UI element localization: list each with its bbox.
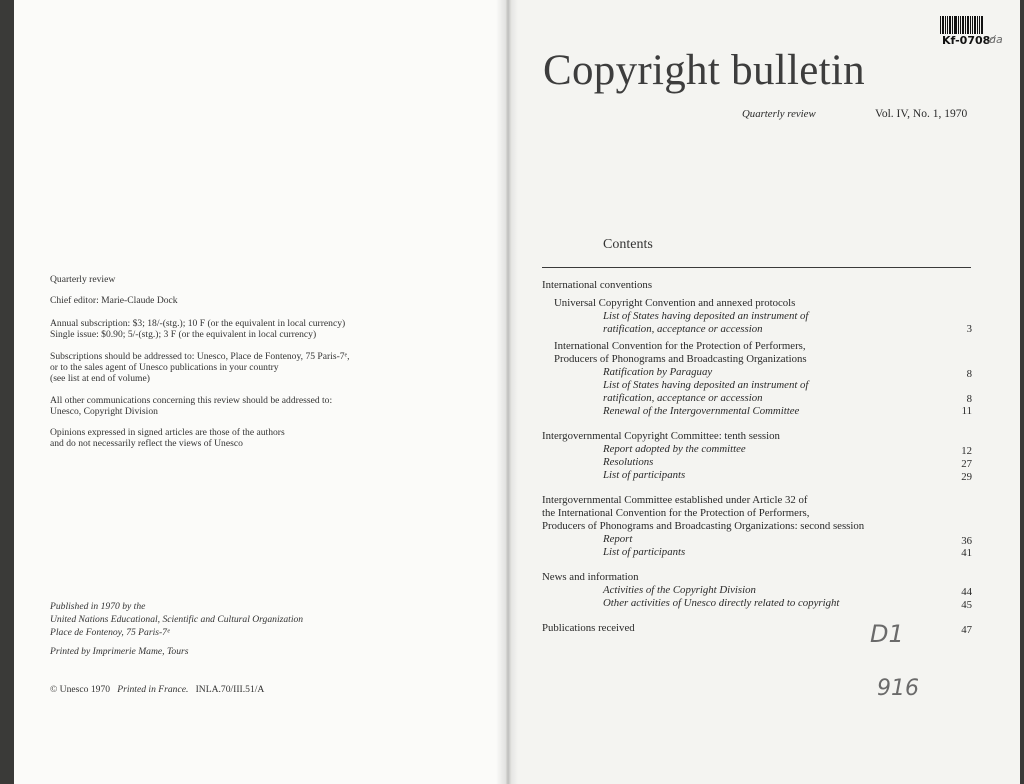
toc-section-title: Intergovernmental Copyright Committee: tenth session: [542, 430, 780, 442]
chief-editor: Chief editor: Marie-Claude Dock: [50, 295, 178, 306]
library-stamp-code: Kf-0708: [942, 34, 991, 47]
right-page: [506, 0, 1020, 784]
toc-page-number: 44: [961, 586, 972, 598]
toc-page-number: 45: [961, 599, 972, 611]
subtitle: Quarterly review: [742, 108, 816, 120]
library-stamp-handwriting: ɑ̸a: [989, 33, 1003, 46]
toc-page-number: 8: [966, 368, 972, 380]
copyright-notice: © Unesco 1970: [50, 684, 111, 695]
toc-entry: List of States having deposited an instrument of: [603, 310, 809, 322]
toc-entry: ratification, acceptance or accession: [603, 392, 763, 404]
volume-info: Vol. IV, No. 1, 1970: [875, 108, 968, 120]
toc-entry: Resolutions: [603, 456, 654, 468]
toc-entry: List of participants: [603, 469, 686, 481]
subscription-annual: Annual subscription: $3; 18/-(stg.); 10 F (or the equivalent in local currency): [50, 318, 346, 329]
toc-section-title: the International Convention for the Protection of Performers,: [542, 507, 810, 519]
toc-entry: Report adopted by the committee: [603, 443, 746, 455]
toc-subsection-title: Producers of Phonograms and Broadcasting Organizations: [554, 353, 807, 365]
toc-entry: Other activities of Unesco directly related to copyright: [603, 597, 840, 609]
handwritten-note-916: 916: [877, 676, 919, 701]
toc-section-title: News and information: [542, 571, 639, 583]
toc-section-title: Intergovernmental Committee established under Article 32 of: [542, 494, 808, 506]
toc-page-number: 29: [961, 471, 972, 483]
communications-line-1: All other communications concerning this review should be addressed to:: [50, 395, 333, 406]
page-title: Copyright bulletin: [543, 47, 865, 94]
toc-page-number: 36: [961, 535, 972, 547]
catalog-code: INLA.70/III.51/A: [195, 684, 265, 695]
toc-entry: Report: [603, 533, 633, 545]
toc-section-title: Publications received: [542, 622, 635, 634]
toc-entry: List of States having deposited an instrument of: [603, 379, 809, 391]
toc-page-number: 11: [961, 405, 972, 417]
toc-page-number: 41: [961, 547, 972, 559]
toc-entry: ratification, acceptance or accession: [603, 323, 763, 335]
published-line-2: United Nations Educational, Scientific and Cultural Organization: [50, 614, 304, 625]
opinion-line-2: and do not necessarily reflect the views of Unesco: [50, 438, 243, 449]
published-line-1: Published in 1970 by the: [50, 601, 146, 612]
printer-line: Printed by Imprimerie Mame, Tours: [50, 646, 189, 657]
barcode-image: [940, 16, 1000, 34]
address-line-2: or to the sales agent of Unesco publications in your country: [50, 362, 279, 373]
toc-page-number: 27: [961, 458, 972, 470]
published-line-3: Place de Fontenoy, 75 Paris-7ᵉ: [50, 627, 170, 638]
communications-line-2: Unesco, Copyright Division: [50, 406, 158, 417]
toc-entry: Ratification by Paraguay: [603, 366, 713, 378]
toc-page-number: 3: [966, 323, 972, 335]
toc-page-number: 47: [961, 624, 972, 636]
subscription-single: Single issue: $0.90; 5/-(stg.); 3 F (or the equivalent in local currency): [50, 329, 317, 340]
address-line-3: (see list at end of volume): [50, 373, 150, 384]
handwritten-note-d1: D1: [870, 620, 904, 648]
copyright-line: [50, 684, 264, 696]
toc-subsection-title: Universal Copyright Convention and annexed protocols: [554, 297, 796, 309]
toc-page-number: 8: [966, 393, 972, 405]
toc-section-title: International conventions: [542, 279, 653, 291]
printed-in: Printed in France.: [117, 684, 189, 695]
toc-page-number: 12: [961, 445, 972, 457]
contents-heading: Contents: [603, 237, 653, 252]
contents-rule: [542, 267, 971, 268]
toc-entry: List of participants: [603, 546, 686, 558]
book-gutter: [496, 0, 518, 784]
toc-entry: Renewal of the Intergovernmental Committee: [603, 405, 800, 417]
table-of-contents: [542, 279, 972, 659]
opinion-line-1: Opinions expressed in signed articles are those of the authors: [50, 427, 285, 438]
left-page: [14, 0, 506, 784]
address-line-1: Subscriptions should be addressed to: Unesco, Place de Fontenoy, 75 Paris-7ᵉ,: [50, 351, 350, 362]
review-label: Quarterly review: [50, 274, 116, 285]
toc-section-title: Producers of Phonograms and Broadcasting Organizations: second session: [542, 520, 865, 532]
toc-entry: Activities of the Copyright Division: [603, 584, 756, 596]
toc-subsection-title: International Convention for the Protection of Performers,: [554, 340, 806, 352]
